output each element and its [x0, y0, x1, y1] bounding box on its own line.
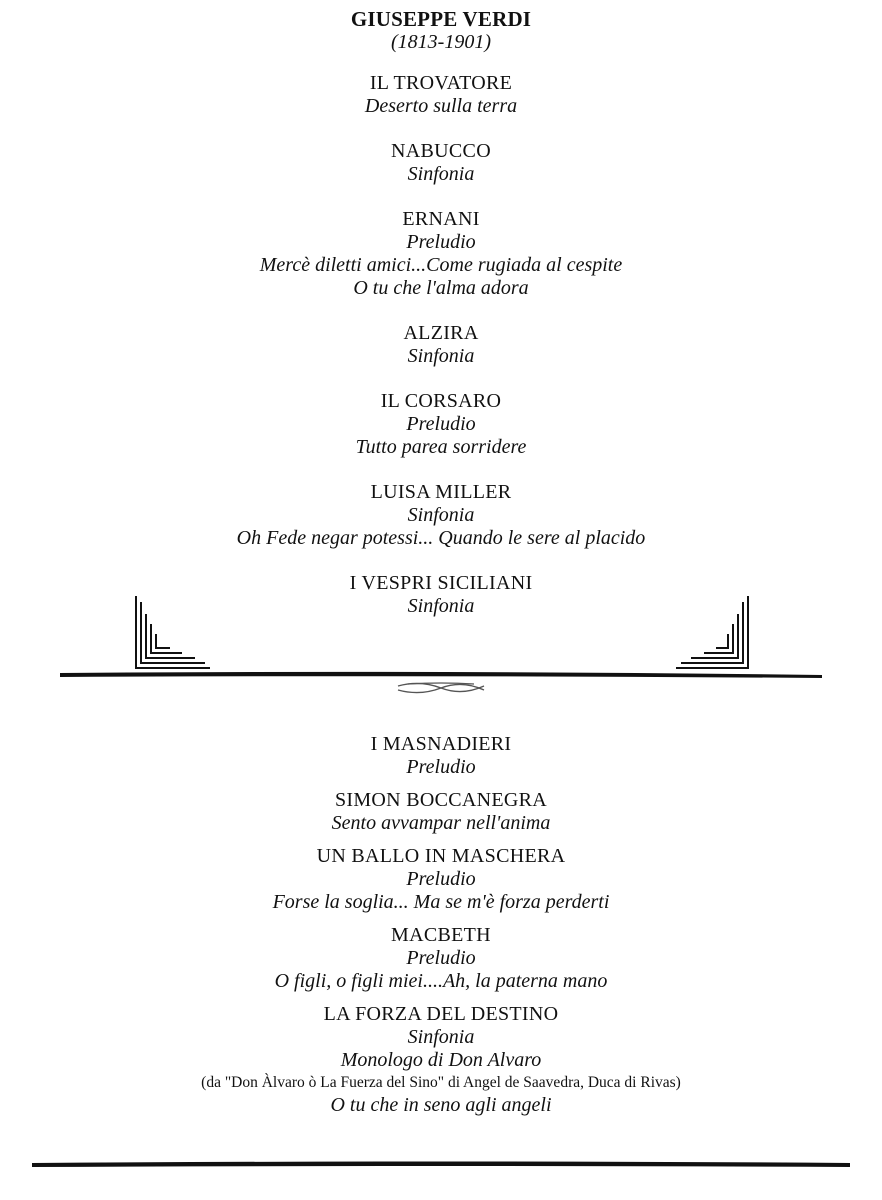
- bottom-rule: [0, 1155, 882, 1175]
- opera-title: I MASNADIERI: [370, 733, 512, 755]
- program-part-one: [0, 72, 882, 618]
- opera-piece: O figli, o figli miei....Ah, la paterna mano: [274, 970, 608, 992]
- opera-piece: Preludio: [406, 413, 476, 435]
- opera-block: [0, 481, 882, 550]
- opera-title: SIMON BOCCANEGRA: [334, 789, 548, 811]
- opera-block: [0, 322, 882, 368]
- opera-piece: Sinfonia: [407, 345, 475, 367]
- opera-title: I VESPRI SICILIANI: [349, 572, 533, 594]
- opera-title: MACBETH: [391, 924, 491, 946]
- opera-piece: Mercè diletti amici...Come rugiada al cespite: [259, 254, 623, 276]
- composer-dates: (1813-1901): [391, 31, 491, 53]
- opera-piece: O tu che l'alma adora: [353, 277, 529, 299]
- opera-piece: Deserto sulla terra: [364, 95, 518, 117]
- right-corner-ornament-icon: [676, 596, 748, 668]
- opera-piece: Tutto parea sorridere: [355, 436, 527, 458]
- opera-block: [0, 845, 882, 914]
- opera-piece: Preludio: [406, 947, 476, 969]
- opera-title: LUISA MILLER: [370, 481, 512, 503]
- opera-piece: Sinfonia: [407, 504, 475, 526]
- opera-block: [0, 733, 882, 779]
- opera-title: ERNANI: [402, 208, 480, 230]
- opera-piece: Sinfonia: [407, 595, 475, 617]
- ornamental-divider: [0, 590, 882, 700]
- opera-block: [0, 789, 882, 835]
- flourish-icon: [398, 683, 484, 693]
- opera-block: [0, 140, 882, 186]
- opera-piece: Forse la soglia... Ma se m'è forza perderti: [272, 891, 610, 913]
- program-part-two: [0, 733, 882, 1117]
- opera-block: [0, 1003, 882, 1117]
- opera-block: [0, 390, 882, 459]
- opera-piece: O tu che in seno agli angeli: [330, 1094, 552, 1116]
- opera-piece: Sinfonia: [407, 1026, 475, 1048]
- composer-name: GIUSEPPE VERDI: [350, 7, 532, 31]
- opera-piece: Oh Fede negar potessi... Quando le sere al placido: [236, 527, 646, 549]
- opera-title: LA FORZA DEL DESTINO: [323, 1003, 559, 1025]
- divider-rule: [60, 672, 822, 678]
- program-header: [0, 8, 882, 53]
- opera-piece: Sento avvampar nell'anima: [331, 812, 551, 834]
- opera-block: [0, 72, 882, 118]
- opera-piece: Preludio: [406, 868, 476, 890]
- opera-piece: Preludio: [406, 231, 476, 253]
- opera-piece: Monologo di Don Alvaro: [340, 1049, 542, 1071]
- opera-title: IL TROVATORE: [369, 72, 513, 94]
- opera-piece: Preludio: [406, 756, 476, 778]
- opera-title: UN BALLO IN MASCHERA: [316, 845, 566, 867]
- opera-title: IL CORSARO: [380, 390, 502, 412]
- left-corner-ornament-icon: [136, 596, 210, 668]
- opera-title: NABUCCO: [391, 140, 491, 162]
- opera-block: [0, 208, 882, 300]
- opera-block: [0, 924, 882, 993]
- opera-piece: Sinfonia: [407, 163, 475, 185]
- source-note: (da "Don Àlvaro ò La Fuerza del Sino" di Angel de Saavedra, Duca di Rivas): [201, 1074, 681, 1091]
- opera-title: ALZIRA: [403, 322, 479, 344]
